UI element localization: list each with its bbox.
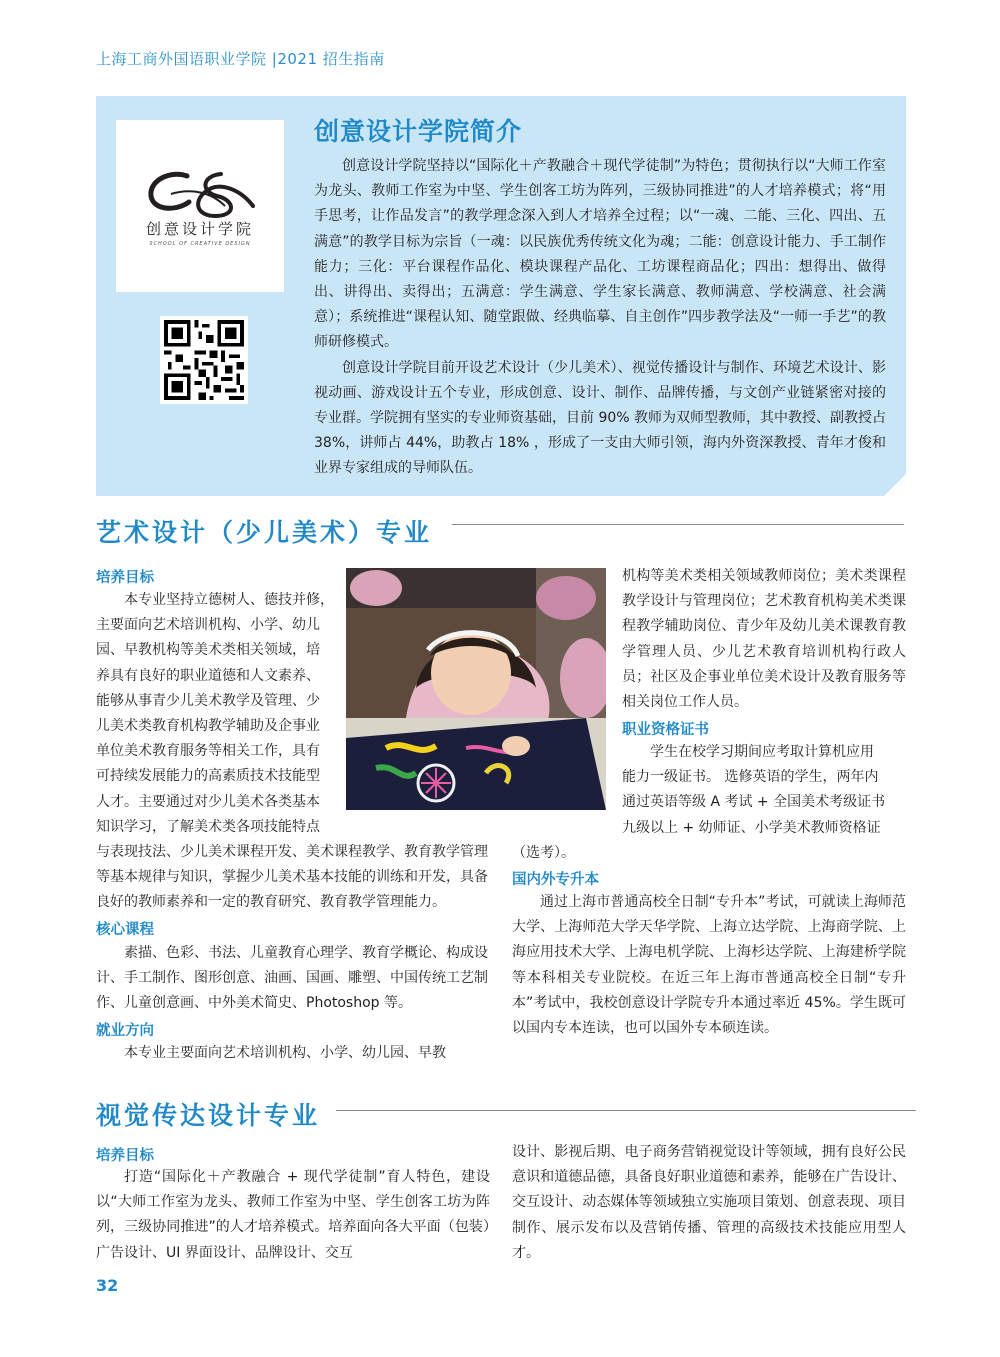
college-logo (116, 120, 284, 292)
art-courses: 素描、色彩、书法、儿童教育心理学、教育学概论、构成设计、手工制作、图形创意、油画、国画、雕塑、中国传统工艺制作、儿童创意画、中外美术简史、Photoshop 等。 (96, 945, 488, 1012)
logo-text: 创意设计学院 (145, 219, 254, 238)
intro-title: 创意设计学院简介 (314, 117, 523, 146)
text-line: 知识学习，了解美术类各项技能特点 (96, 818, 320, 835)
subhead-career: 就业方向 (96, 1023, 154, 1039)
text-line: 主要面向艺术培训机构、小学、幼儿 (96, 617, 320, 634)
subhead-upgrade: 国内外专升本 (512, 872, 599, 888)
art-goal-text (96, 588, 340, 840)
running-header: 上海工商外国语职业学院 |2021 招生指南 (96, 50, 385, 68)
section-rule (452, 524, 904, 525)
intro-paragraph: 创意设计学院目前开设艺术设计（少儿美术）、视觉传播设计与制作、环境艺术设计、影视动画、游戏设计五个专业，形成创意、设计、制作、品牌传播，与文创产业链紧密对接的专业群。学院拥有坚实的专业师资基础，目前 90% 教师为双师型教师，其中教授、副教授占 38%，讲师占 44%，助教占 18% ，形成了一支由大师引领，海内外资深教授、青年才俊和业界专家组成的导师队伍。 (314, 359, 887, 477)
subhead-cert: 职业资格证书 (622, 722, 709, 738)
art-cert-text (622, 740, 906, 841)
text-line: 能够从事青少儿美术教学及管理、少 (96, 692, 320, 709)
text-line: 本专业坚持立德树人、德技并修， (124, 592, 334, 608)
visual-goal-right: 设计、影视后期、电子商务营销视觉设计等领域，拥有良好公民意识和道德品德，具备良好职业道德和素养，能够在广告设计、交互设计、动态媒体等领域独立实施项目策划、创意表现、项目制作、展示发布以及营销传播、管理的高级技术技能应用型人才。 (512, 1144, 906, 1261)
page-number: 32 (96, 1276, 119, 1295)
text-line: 能力一级证书。 选修英语的学生，两年内 (622, 769, 879, 786)
subhead-course-title: 核心课程 (96, 922, 154, 938)
art-goal-rest: 与表现技法、少儿美术课程开发、美术课程教学、教育教学管理等基本规律与知识，掌握少儿美术基本技能的训练和开发，具备良好的教师素养和一定的教育研究、教育教学管理能力。 (96, 844, 488, 911)
intro-paragraph: 创意设计学院坚持以“国际化＋产教融合＋现代学徒制”为特色；贯彻执行以“大师工作室为龙头、教师工作室为中坚、学生创客工坊为阵列，三级协同推进”的人才培养模式；将“用手思考，让作品发言”的教学理念深入到人才培养全过程；以“一魂、二能、三化、四出、五满意”的教学目标为宗旨（一魂：以民族优秀传统文化为魂；二能：创意设计能力、手工制作能力；三化：平台课程作品化、模块课程产品化、工坊课程商品化；四出：想得出、做得出、讲得出、卖得出；五满意：学生满意、学生家长满意、教师满意、学校满意、社会满意）；系统推进“课程认知、随堂跟做、经典临摹、自主创作”四步教学法及“一师一手艺”的教师研修模式。 (314, 158, 886, 351)
text-line: 园、早教机构等美术类相关领域，培 (96, 642, 320, 659)
corner-cut (884, 474, 906, 496)
text-line: 养具有良好的职业道德和人文素养、 (96, 667, 320, 684)
art-upgrade-text: 通过上海市普通高校全日制“专升本”考试，可就读上海师范大学、上海师范大学天华学院、上海立达学院、上海商学院、上海应用技术大学、上海电机学院、上海杉达学院、上海建桥学院等本科相关专业院校。在近三年上海市普通高校全日制“专升本”考试中，我校创意设计学院专升本通过率近 45%。学生既可以国内专本连读，也可以国外专本硕连读。 (512, 894, 906, 1037)
art-career-cont: 机构等美术类相关领域教师岗位；美术类课程教学设计与管理岗位；艺术教育机构美术类课程教学辅助岗位、青少年及幼儿美术课教育教学管理人员、少儿艺术教育培训机构行政人员；社区及企事业单位美术设计及教育服务等相关岗位工作人员。 (622, 568, 906, 711)
text-line: 九级以上 + 幼师证、小学美术教师资格证 (622, 819, 881, 836)
qr-code (160, 316, 248, 404)
text-line: 儿美术类教育机构教学辅助及企事业 (96, 718, 320, 735)
subhead-visual-goal: 培养目标 (96, 1148, 154, 1164)
visual-goal-left: 打造“国际化＋产教融合 + 现代学徒制”育人特色，建设以“大师工作室为龙头、教师工作室为中坚、学生创客工坊为阵列，三级协同推进”的人才培养模式。培养面向各大平面（包装）广告设计、UI 界面设计、品牌设计、交互 (96, 1169, 490, 1261)
subhead-goal: 培养目标 (96, 570, 154, 586)
text-line: 人才。主要通过对少儿美术各类基本 (96, 793, 320, 810)
art-career-start: 本专业主要面向艺术培训机构、小学、幼儿园、早教 (124, 1045, 446, 1061)
qr-code-icon (164, 320, 244, 400)
art-cert-tail: （选考）。 (512, 845, 575, 861)
text-line: 可持续发展能力的高素质技术技能型 (96, 768, 320, 785)
section-title-visual: 视觉传达设计专业 (96, 1101, 321, 1130)
section-rule (336, 1110, 916, 1111)
logo-mark-icon (141, 166, 259, 222)
text-line: 学生在校学习期间应考取计算机应用 (650, 744, 874, 760)
intro-box (96, 96, 906, 496)
logo-text-en: SCHOOL OF CREATIVE DESIGN (149, 240, 251, 247)
text-line: 通过英语等级 A 考试 + 全国美术考级证书 (622, 794, 886, 811)
photo-illustration (346, 568, 606, 810)
child-painting-photo (346, 568, 606, 810)
intro-text (314, 154, 886, 482)
section-title-art: 艺术设计（少儿美术）专业 (96, 518, 433, 547)
text-line: 单位美术教育服务等相关工作，具有 (96, 743, 320, 760)
